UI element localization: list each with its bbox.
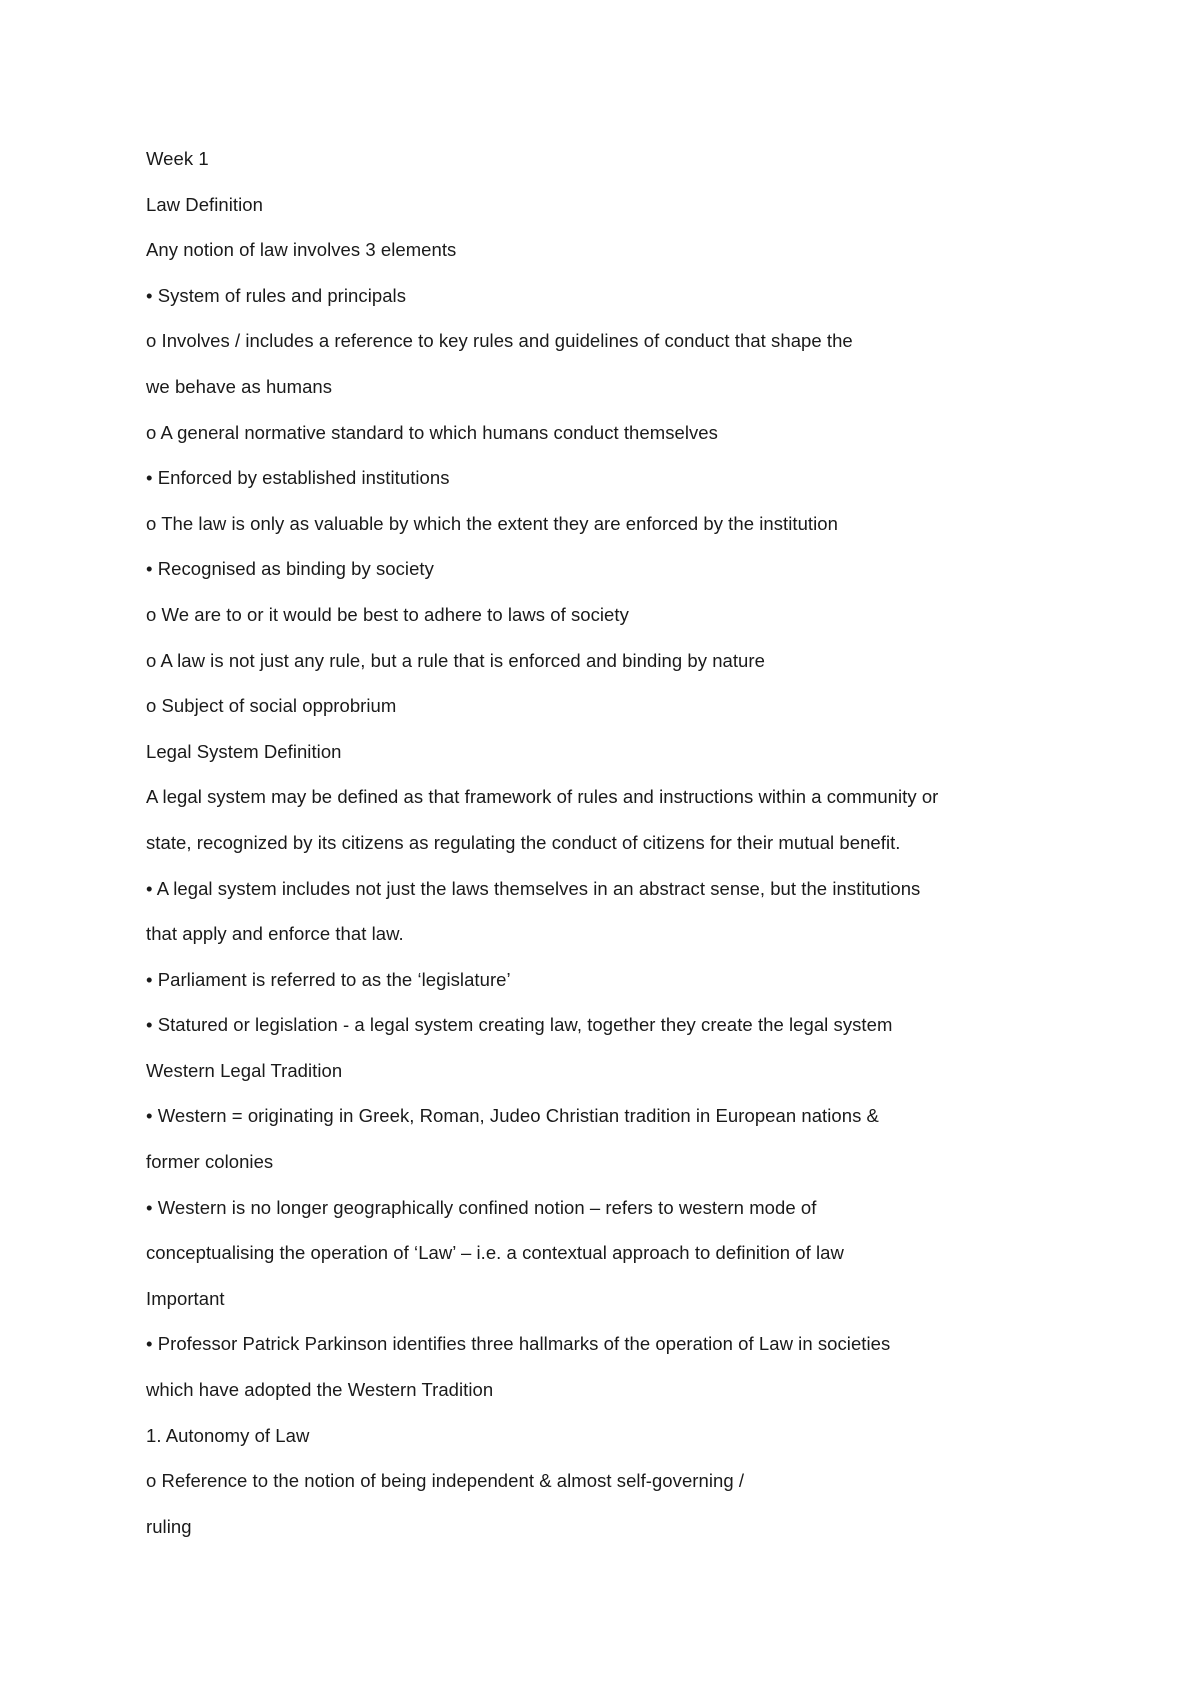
bullet-line: • Recognised as binding by society bbox=[146, 558, 434, 580]
sub-bullet-line: o We are to or it would be best to adhere to laws of society bbox=[146, 603, 629, 625]
sub-bullet-line: o A law is not just any rule, but a rule that is enforced and binding by nature bbox=[146, 649, 765, 671]
heading-legal-system-definition: Legal System Definition bbox=[146, 740, 342, 762]
bullet-line: • System of rules and principals bbox=[146, 284, 406, 306]
document-body bbox=[146, 145, 1146, 1558]
text-line: ruling bbox=[146, 1515, 192, 1537]
sub-bullet-line: o A general normative standard to which humans conduct themselves bbox=[146, 421, 718, 443]
text-line: which have adopted the Western Tradition bbox=[146, 1379, 494, 1401]
text-line: former colonies bbox=[146, 1151, 274, 1173]
numbered-item: 1. Autonomy of Law bbox=[146, 1424, 310, 1446]
bullet-line: • Western is no longer geographically confined notion – refers to western mode of bbox=[146, 1196, 817, 1218]
text-line: conceptualising the operation of ‘Law’ – i.e. a contextual approach to definition of law bbox=[146, 1242, 844, 1264]
bullet-line: • Professor Patrick Parkinson identifies three hallmarks of the operation of Law in societies bbox=[146, 1333, 891, 1355]
text-line: A legal system may be defined as that framework of rules and instructions within a community or bbox=[146, 786, 939, 808]
sub-bullet-line: o The law is only as valuable by which the extent they are enforced by the institution bbox=[146, 512, 838, 534]
heading-western-legal-tradition: Western Legal Tradition bbox=[146, 1059, 343, 1081]
text-line: state, recognized by its citizens as regulating the conduct of citizens for their mutual benefit. bbox=[146, 831, 901, 853]
text-line: Any notion of law involves 3 elements bbox=[146, 239, 457, 261]
bullet-line: • Statured or legislation - a legal system creating law, together they create the legal system bbox=[146, 1014, 893, 1036]
bullet-line: • A legal system includes not just the laws themselves in an abstract sense, but the institutions bbox=[146, 877, 921, 899]
text-line: we behave as humans bbox=[146, 375, 333, 397]
bullet-line: • Western = originating in Greek, Roman, Judeo Christian tradition in European nations & bbox=[146, 1105, 879, 1127]
heading-important: Important bbox=[146, 1287, 225, 1309]
heading-week: Week 1 bbox=[146, 148, 209, 169]
text-line: that apply and enforce that law. bbox=[146, 923, 404, 945]
bullet-line: • Parliament is referred to as the ‘legislature’ bbox=[146, 968, 511, 990]
heading-law-definition: Law Definition bbox=[146, 193, 263, 215]
bullet-line: • Enforced by established institutions bbox=[146, 467, 450, 489]
sub-bullet-line: o Reference to the notion of being independent & almost self-governing / bbox=[146, 1470, 745, 1492]
sub-bullet-line: o Involves / includes a reference to key rules and guidelines of conduct that shape the bbox=[146, 330, 853, 352]
sub-bullet-line: o Subject of social opprobrium bbox=[146, 695, 397, 717]
